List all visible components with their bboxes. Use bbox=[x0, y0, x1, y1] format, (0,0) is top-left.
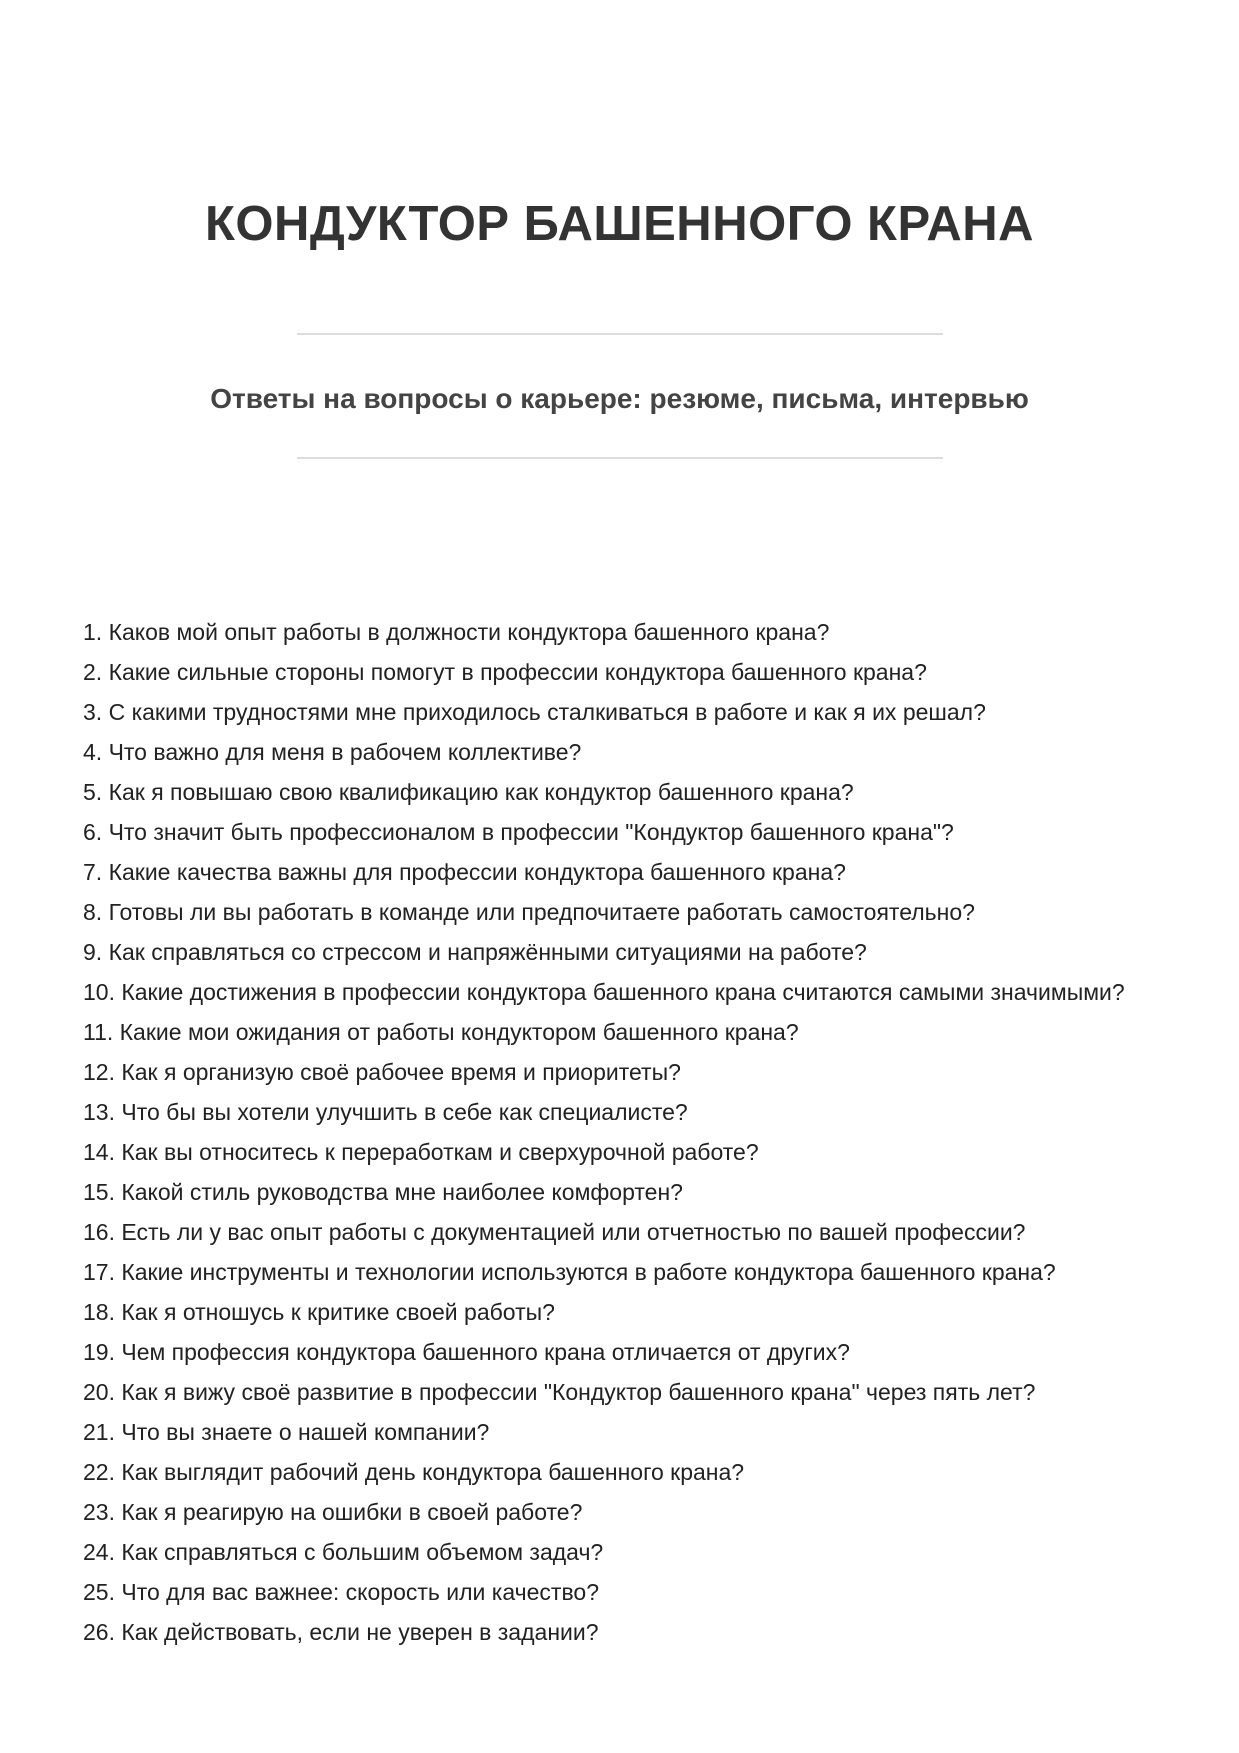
question-item: 12. Как я организую своё рабочее время и приоритеты? bbox=[83, 1059, 681, 1085]
question-item: 9. Как справляться со стрессом и напряжёнными ситуациями на работе? bbox=[83, 939, 867, 965]
question-item: 26. Как действовать, если не уверен в задании? bbox=[83, 1619, 599, 1645]
question-item: 23. Как я реагирую на ошибки в своей работе? bbox=[83, 1499, 583, 1525]
question-item: 19. Чем профессия кондуктора башенного крана отличается от других? bbox=[83, 1339, 850, 1365]
question-item: 25. Что для вас важнее: скорость или качество? bbox=[83, 1579, 599, 1605]
question-item: 10. Какие достижения в профессии кондуктора башенного крана считаются самыми значимыми? bbox=[83, 979, 1125, 1005]
question-item: 4. Что важно для меня в рабочем коллективе? bbox=[83, 739, 582, 765]
question-item: 6. Что значит быть профессионалом в профессии "Кондуктор башенного крана"? bbox=[83, 819, 954, 845]
question-item: 13. Что бы вы хотели улучшить в себе как специалисте? bbox=[83, 1099, 688, 1125]
question-item: 15. Какой стиль руководства мне наиболее комфортен? bbox=[83, 1179, 683, 1205]
question-item: 1. Каков мой опыт работы в должности кондуктора башенного крана? bbox=[83, 619, 830, 645]
question-item: 24. Как справляться с большим объемом задач? bbox=[83, 1539, 604, 1565]
divider-top bbox=[297, 333, 943, 335]
question-item: 11. Какие мои ожидания от работы кондуктором башенного крана? bbox=[83, 1019, 799, 1045]
question-item: 22. Как выглядит рабочий день кондуктора башенного крана? bbox=[83, 1459, 745, 1485]
question-item: 21. Что вы знаете о нашей компании? bbox=[83, 1419, 490, 1445]
question-item: 3. С какими трудностями мне приходилось сталкиваться в работе и как я их решал? bbox=[83, 699, 986, 725]
question-item: 20. Как я вижу своё развитие в профессии "Кондуктор башенного крана" через пять лет? bbox=[83, 1379, 1036, 1405]
question-item: 2. Какие сильные стороны помогут в профессии кондуктора башенного крана? bbox=[83, 659, 927, 685]
question-item: 17. Какие инструменты и технологии используются в работе кондуктора башенного крана? bbox=[83, 1259, 1056, 1285]
page-subtitle: Ответы на вопросы о карьере: резюме, письма, интервью bbox=[210, 383, 1029, 414]
question-item: 8. Готовы ли вы работать в команде или предпочитаете работать самостоятельно? bbox=[83, 899, 975, 925]
question-item: 7. Какие качества важны для профессии кондуктора башенного крана? bbox=[83, 859, 846, 885]
question-item: 16. Есть ли у вас опыт работы с документацией или отчетностью по вашей профессии? bbox=[83, 1219, 1026, 1245]
question-list bbox=[83, 612, 1163, 1652]
question-item: 18. Как я отношусь к критике своей работы? bbox=[83, 1299, 555, 1325]
question-item: 5. Как я повышаю свою квалификацию как кондуктор башенного крана? bbox=[83, 779, 854, 805]
question-item: 14. Как вы относитесь к переработкам и сверхурочной работе? bbox=[83, 1139, 759, 1165]
page-title: КОНДУКТОР БАШЕННОГО КРАНА bbox=[205, 197, 1034, 251]
divider-bottom bbox=[297, 457, 943, 459]
